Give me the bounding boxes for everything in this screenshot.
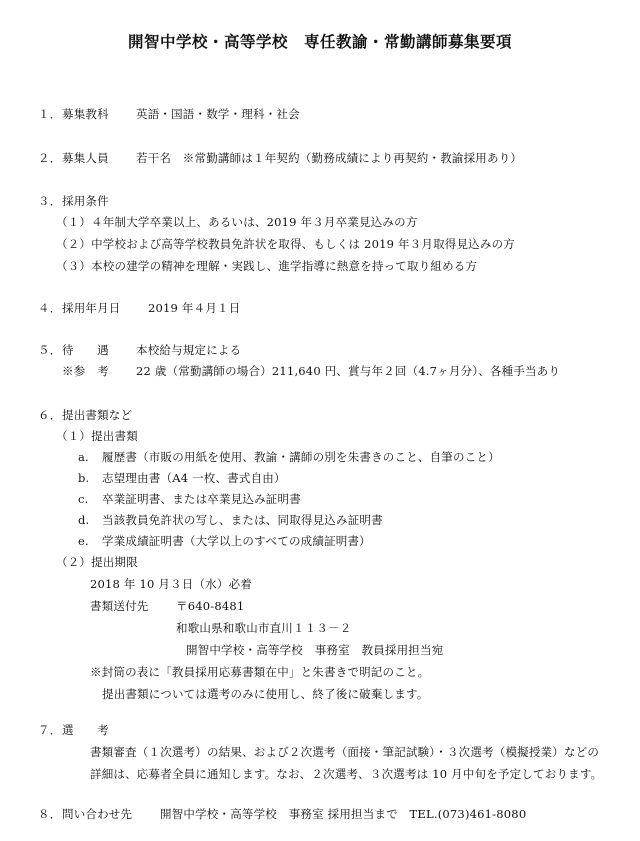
doc-item: 当該教員免許状の写し、または、同取得見込み証明書 [102, 513, 383, 527]
section-5-note-value: 22 歳（常勤講師の場合）211,640 円、賞与年２回（4.7ヶ月分）、各種手当あり [136, 364, 561, 378]
contact-info: 開智中学校・高等学校 事務室 採用担当まで TEL.(073)461-8080 [160, 807, 527, 821]
section-2-number: ２． [38, 151, 62, 165]
address-text: 和歌山県和歌山市直川１１３－２ [176, 621, 352, 635]
section-4-label: 採用年月日 [62, 301, 121, 315]
section-4-number: ４． [38, 301, 62, 315]
section-7-number: ７． [38, 723, 62, 737]
section-8-number: ８． [38, 807, 62, 821]
section-7-label: 選 考 [62, 723, 109, 737]
disposal-note: 提出書類については選考のみに使用し、終了後に破棄します。 [102, 687, 429, 701]
doc-letter: d. [78, 513, 90, 527]
condition-item: （１）４年制大学卒業以上、あるいは、2019 年３月卒業見込みの方 [56, 215, 418, 229]
doc-item: 卒業証明書、または卒業見込み証明書 [102, 492, 301, 506]
section-5-label: 待 遇 [62, 343, 109, 357]
condition-item: （３）本校の建学の精神を理解・実践し、進学指導に熱意を持って取り組める方 [56, 259, 478, 273]
doc-letter: b. [78, 471, 90, 485]
condition-item: （２）中学校および高等学校教員免許状を取得、もしくは 2019 年３月取得見込みの方 [56, 237, 515, 251]
doc-letter: c. [78, 492, 89, 506]
doc-letter: e. [78, 534, 89, 548]
section-6-label: 提出書類など [62, 408, 133, 422]
section-3-label: 採用条件 [62, 194, 109, 208]
section-3-number: ３． [38, 194, 62, 208]
doc-item: 志望理由書（A4 一枚、書式自由） [102, 471, 286, 485]
section-6-number: ６． [38, 408, 62, 422]
address-label: 書類送付先 [90, 599, 149, 613]
section-2-label: 募集人員 [62, 151, 109, 165]
section-5-value: 本校給与規定による [136, 343, 242, 357]
section-6-sub1: （１）提出書類 [56, 429, 138, 443]
recipient-text: 開智中学校・高等学校 事務室 教員採用担当宛 [186, 643, 444, 657]
section-1-label: 募集教科 [62, 107, 109, 121]
envelope-note: ※封筒の表に「教員採用応募書類在中」と朱書きで明記のこと。 [90, 665, 430, 679]
section-5-number: ５． [38, 343, 62, 357]
section-4-value: 2019 年４月１日 [148, 301, 241, 315]
postal-code: 〒640-8481 [176, 599, 245, 613]
section-6-sub2: （２）提出期限 [56, 555, 138, 569]
doc-item: 履歴書（市販の用紙を使用、教諭・講師の別を朱書きのこと、自筆のこと） [102, 450, 500, 464]
doc-letter: a. [78, 450, 89, 464]
page-title: 開智中学校・高等学校 専任教諭・常勤講師募集要項 [127, 33, 512, 51]
section-2-value: 若干名 ※常勤講師は１年契約（勤務成績により再契約・教諭採用あり） [136, 151, 523, 165]
selection-text-line2: 詳細は、応募者全員に通知します。なお、２次選考、３次選考は 10 月中旬を予定しております。 [90, 767, 603, 781]
doc-item: 学業成績証明書（大学以上のすべての成績証明書） [102, 534, 371, 548]
section-1-value: 英語・国語・数学・理科・社会 [136, 107, 300, 121]
selection-text-line1: 書類審査（１次選考）の結果、および２次選考（面接・筆記試験）・３次選考（模擬授業）などの [90, 745, 600, 759]
section-5-note-label: ※参 考 [62, 364, 109, 378]
section-1-number: １． [38, 107, 62, 121]
section-8-label: 問い合わせ先 [62, 807, 133, 821]
deadline-text: 2018 年 10 月３日（水）必着 [90, 577, 252, 591]
